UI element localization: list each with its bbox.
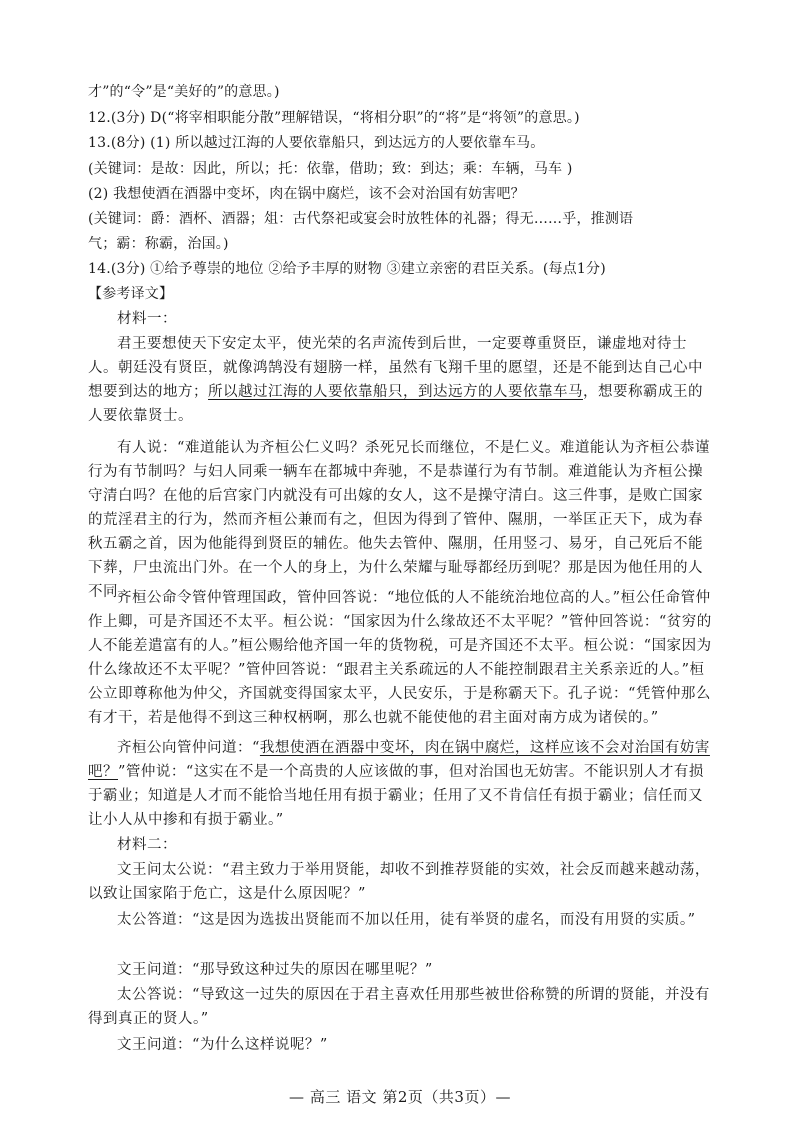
answer-13-part1: 13.(8分) (1) 所以越过江海的人要依靠船只，到达远方的人要依靠车马。 <box>88 135 545 151</box>
translation-paragraph: 文王问太公说：“君主致力于举用贤能，却收不到推荐贤能的实效，社会反而越来越动荡，以致让国家陷于危亡，这是什么原因呢？” <box>88 862 710 902</box>
translation-paragraph: 文王问道：“那导致这种过失的原因在哪里呢？” <box>117 962 433 978</box>
paragraph-text: 齐桓公向管仲问道：“ <box>117 740 260 756</box>
translation-paragraph: 齐桓公命令管仲管理国政，管仲回答说：“地位低的人不能统治地位高的人。”桓公任命管仲作上卿，可是齐国还不太平。桓公说：“国家因为什么缘故还不太平呢？”管仲回答说：“贫穷的人不能差遣富有的人。”桓公赐给他齐国一年的货物税，可是齐国还不太平。桓公说：“国家因为什么缘故还不太平呢？”管仲回答说：“跟君主关系疏远的人不能控制跟君主关系亲近的人。”桓公立即尊称他为仲父，齐国就变得国家太平，人民安乐，于是称霸天下。孔子说：“凭管仲那么有才干，若是他得不到这三种权柄啊，那么也就不能使他的君主面对南方成为诸侯的。” <box>88 590 712 726</box>
translation-paragraph: 文王问道：“为什么这样说呢？” <box>117 1037 328 1053</box>
answer-13-keywords2-cont: 气；霸：称霸，治国。) <box>88 236 229 252</box>
material2-label: 材料二： <box>117 837 177 853</box>
translation-paragraph <box>88 736 713 832</box>
answer-13-part2: (2) 我想使酒在酒器中变坏，肉在锅中腐烂，该不会对治国有妨害吧？ <box>88 186 525 202</box>
underlined-text: 所以越过江海的人要依靠船只，到达远方的人要依靠车马 <box>208 384 583 400</box>
reference-translation-heading: 【参考译文】 <box>88 286 174 302</box>
answer-14: 14.(3分) ①给予尊崇的地位 ②给予丰厚的财物 ③建立亲密的君臣关系。(每点1分) <box>88 261 606 277</box>
paragraph-text: 君王要想使天下安定太平，使光荣的名声流传到后世，一定要尊重贤臣，谦虚地对待士人。朝廷没有贤臣，就像鸿鹄没有翅膀一样，虽然有飞翔千里的愿望，还是不能到达自己心中想要到达的地方； <box>88 336 703 400</box>
translation-paragraph: 太公答道：“这是因为选拔出贤能而不加以任用，徒有举贤的虚名，而没有用贤的实质。” <box>117 912 696 928</box>
material1-label: 材料一： <box>117 311 177 327</box>
translation-paragraph <box>88 332 713 428</box>
page-footer: — 高三 语文 第2页（共3页）— <box>289 1088 511 1106</box>
paragraph-text: ”管仲说：“这实在不是一个高贵的人应该做的事，但对治国也无妨害。不能识别人才有损于霸业；知道是人才而不能恰当地任用有损于霸业；任用了又不肯信任有损于霸业；信任而又让小人从中掺和有损于霸业。” <box>88 764 704 828</box>
answer-continuation: 才”的“令”是“美好的”的意思。) <box>88 84 280 100</box>
answer-12: 12.(3分) D(“将宰相职能分散”理解错误，“将相分职”的“将”是“将领”的意思。) <box>88 110 580 126</box>
answer-13-keywords1: (关键词：是故：因此，所以；托：依靠，借助；致：到达；乘：车辆，马车 ) <box>88 161 573 177</box>
translation-paragraph: 太公答说：“导致这一过失的原因在于君主喜欢任用那些被世俗称赞的所谓的贤能，并没有得到真正的贤人。” <box>88 987 710 1027</box>
answer-13-keywords2: (关键词：爵：酒杯、酒器；俎：古代祭祀或宴会时放牲体的礼器；得无……乎，推测语 <box>88 211 634 227</box>
paragraph-text: ，想要称霸成王的人要依靠贤士。 <box>88 384 703 424</box>
translation-paragraph: 有人说：“难道能认为齐桓公仁义吗？杀死兄长而继位，不是仁义。难道能认为齐桓公恭谨行为有节制吗？与妇人同乘一辆车在都城中奔驰，不是恭谨行为有节制。难道能认为齐桓公操守清白吗？在他的后宫家门内就没有可出嫁的女人，这不是操守清白。这三件事，是败亡国家的荒淫君主的行为，然而齐桓公兼而有之，但因为得到了管仲、隰朋，一举匡正天下，成为春秋五霸之首，因为他能得到贤臣的辅佐。他失去管仲、隰朋，任用竖刁、易牙，自己死后不能下葬，尸虫流出门外。在一个人的身上，为什么荣耀与耻辱都经历到呢？那是因为他任用的人不同。 <box>88 440 710 600</box>
underlined-text: 我想使酒在酒器中变坏，肉在锅中腐烂，这样应该不会对治国有妨害吧？ <box>88 740 710 780</box>
